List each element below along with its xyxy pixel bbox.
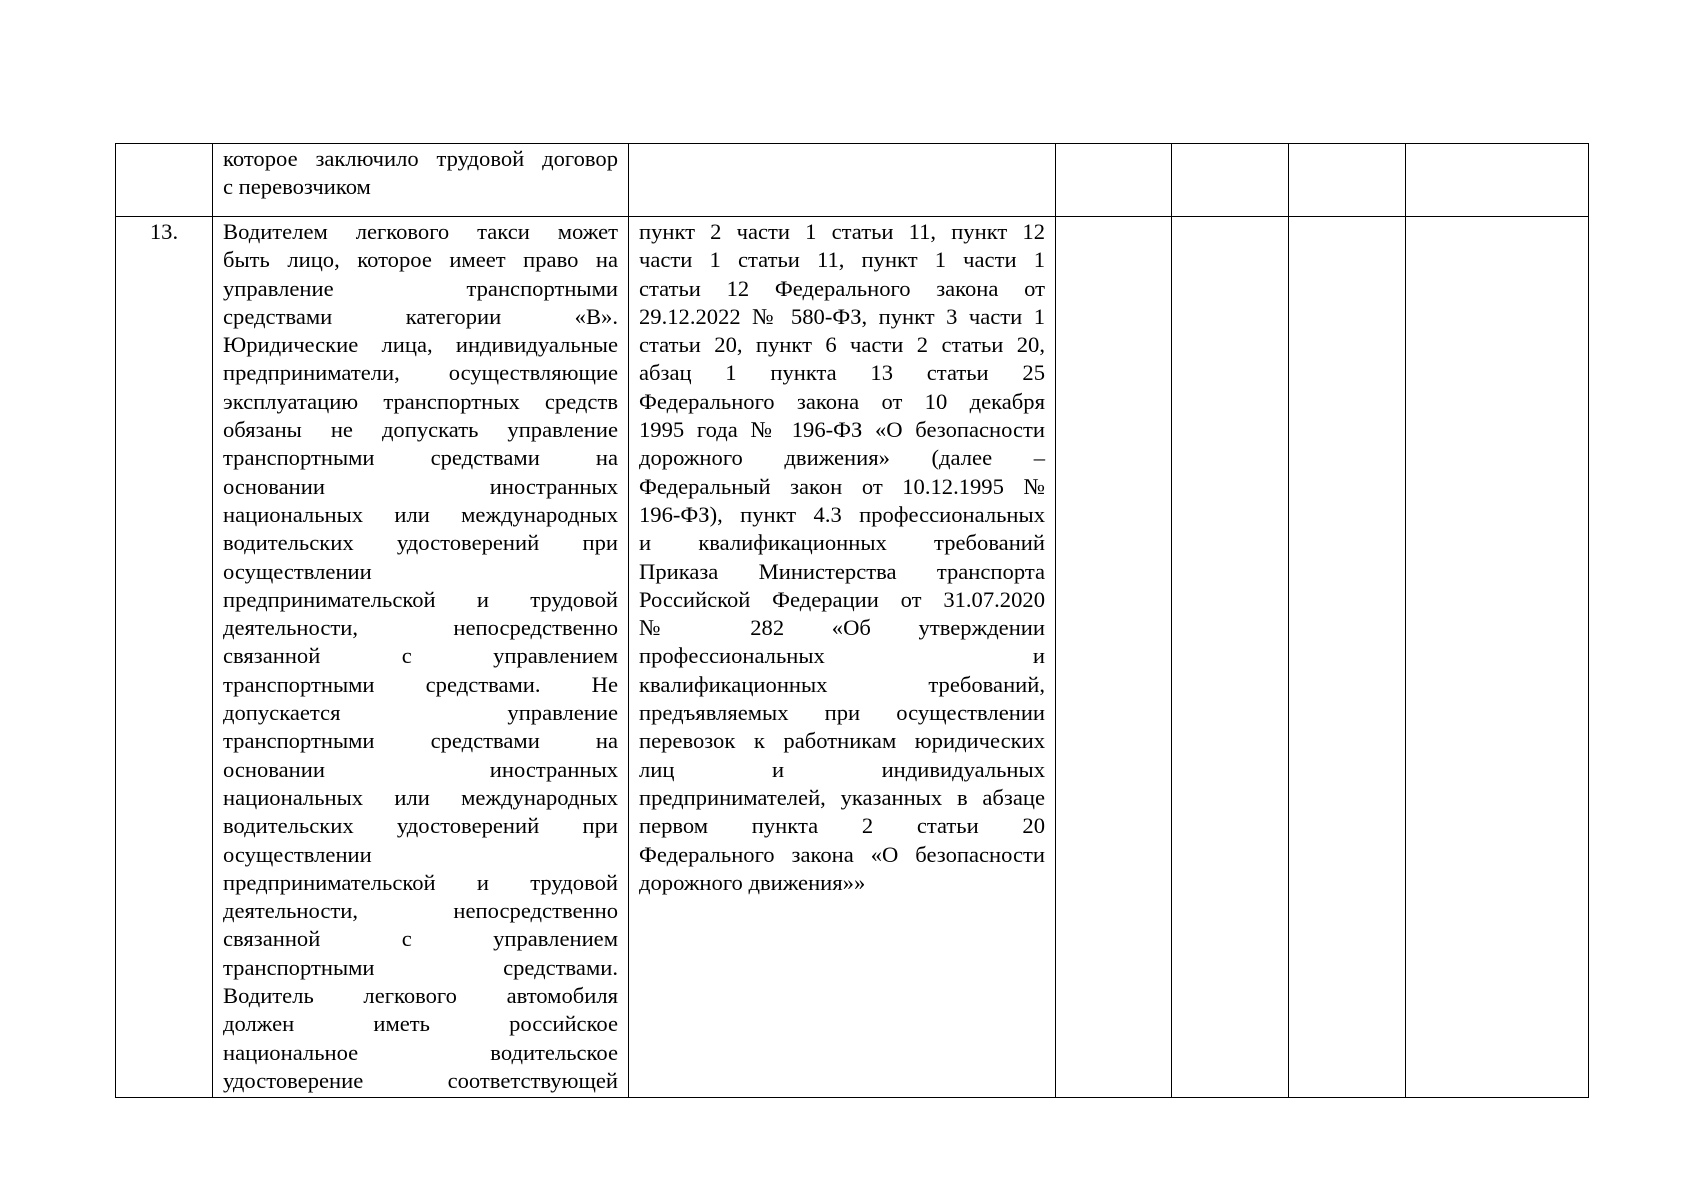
text-line: Водитель легкового автомобиля (223, 983, 618, 1009)
text-line: удостоверение соответствующей (223, 1067, 618, 1093)
text-line: осуществлении (223, 558, 372, 584)
text-line: № 282 «Об утверждении (639, 615, 1045, 641)
row-number-cell (116, 144, 213, 217)
text-line: перевозок к работникам юридических (639, 728, 1045, 754)
text-line: Федерального закона от 10 декабря (639, 388, 1045, 414)
text-line: основании иностранных (223, 756, 618, 782)
text-line: осуществлении (223, 841, 372, 867)
text-line: Федеральный закон от 10.12.1995 № (639, 473, 1045, 499)
text-line: Российской Федерации от 31.07.2020 (639, 586, 1045, 612)
text-line: 1995 года № 196-ФЗ «О безопасности (639, 417, 1045, 443)
text-line: пункт 2 части 1 статьи 11, пункт 12 (639, 219, 1045, 244)
text-line: транспортными средствами на (223, 445, 618, 471)
empty-cell-c (1289, 144, 1406, 217)
text-line: обязаны не допускать управление (223, 417, 618, 443)
empty-cell-b (1172, 144, 1289, 217)
text-line: предъявляемых при осуществлении (639, 700, 1045, 726)
text-line: предпринимателей, указанных в абзаце (639, 784, 1045, 810)
text-line: и квалификационных требований (639, 530, 1045, 556)
text-line: с перевозчиком (223, 174, 371, 200)
text-line: транспортными средствами. (223, 954, 618, 980)
text-line: деятельности, непосредственно (223, 615, 618, 641)
text-line: национальных или международных (223, 784, 618, 810)
text-line: водительских удостоверений при (223, 813, 618, 839)
text-line: дорожного движения» (далее – (639, 445, 1045, 471)
text-line: 29.12.2022 № 580-ФЗ, пункт 3 части 1 (639, 303, 1045, 329)
text-line: 196-ФЗ), пункт 4.3 профессиональных (639, 501, 1045, 527)
legal-basis-cell (629, 144, 1056, 217)
text-line: Приказа Министерства транспорта (639, 558, 1045, 584)
empty-cell-d (1406, 144, 1589, 217)
text-line: Водителем легкового такси может (223, 219, 618, 244)
row-number-cell: 13. (116, 217, 213, 1098)
text-line: быть лицо, которое имеет право на (223, 247, 618, 273)
text-line: связанной с управлением (223, 643, 618, 669)
text-line: предприниматели, осуществляющие (223, 360, 618, 386)
empty-cell-a (1056, 144, 1172, 217)
text-line: статьи 12 Федерального закона от (639, 275, 1045, 301)
text-line: водительских удостоверений при (223, 530, 618, 556)
text-line: должен иметь российское (223, 1011, 618, 1037)
text-line: допускается управление (223, 700, 618, 726)
text-line: транспортными средствами. Не (223, 671, 618, 697)
text-line: которое заключило трудовой договор (223, 146, 618, 171)
text-line: национальное водительское (223, 1039, 618, 1065)
text-line: Юридические лица, индивидуальные (223, 332, 618, 358)
text-line: предпринимательской и трудовой (223, 586, 618, 612)
text-line: квалификационных требований, (639, 671, 1045, 697)
text-line: связанной с управлением (223, 926, 618, 952)
text-line: средствами категории «В». (223, 303, 618, 329)
text-line: эксплуатацию транспортных средств (223, 388, 618, 414)
text-line: статьи 20, пункт 6 части 2 статьи 20, (639, 332, 1045, 358)
table-row-13 (116, 217, 1589, 1098)
empty-cell-c (1289, 217, 1406, 1098)
text-line: лиц и индивидуальных (639, 756, 1045, 782)
empty-cell-d (1406, 217, 1589, 1098)
text-line: национальных или международных (223, 501, 618, 527)
text-line: предпринимательской и трудовой (223, 869, 618, 895)
table-row-continued (116, 144, 1589, 217)
requirement-cell (213, 217, 629, 1098)
text-line: дорожного движения»» (639, 869, 866, 895)
text-line: управление транспортными (223, 275, 618, 301)
text-line: абзац 1 пункта 13 статьи 25 (639, 360, 1045, 386)
text-line: деятельности, непосредственно (223, 898, 618, 924)
requirements-table (115, 143, 1589, 1098)
text-line: основании иностранных (223, 473, 618, 499)
requirement-cell (213, 144, 629, 217)
text-line: профессиональных и (639, 643, 1045, 669)
text-line: транспортными средствами на (223, 728, 618, 754)
empty-cell-b (1172, 217, 1289, 1098)
text-line: Федерального закона «О безопасности (639, 841, 1045, 867)
legal-basis-cell (629, 217, 1056, 1098)
text-line: части 1 статьи 11, пункт 1 части 1 (639, 247, 1045, 273)
empty-cell-a (1056, 217, 1172, 1098)
text-line: первом пункта 2 статьи 20 (639, 813, 1045, 839)
